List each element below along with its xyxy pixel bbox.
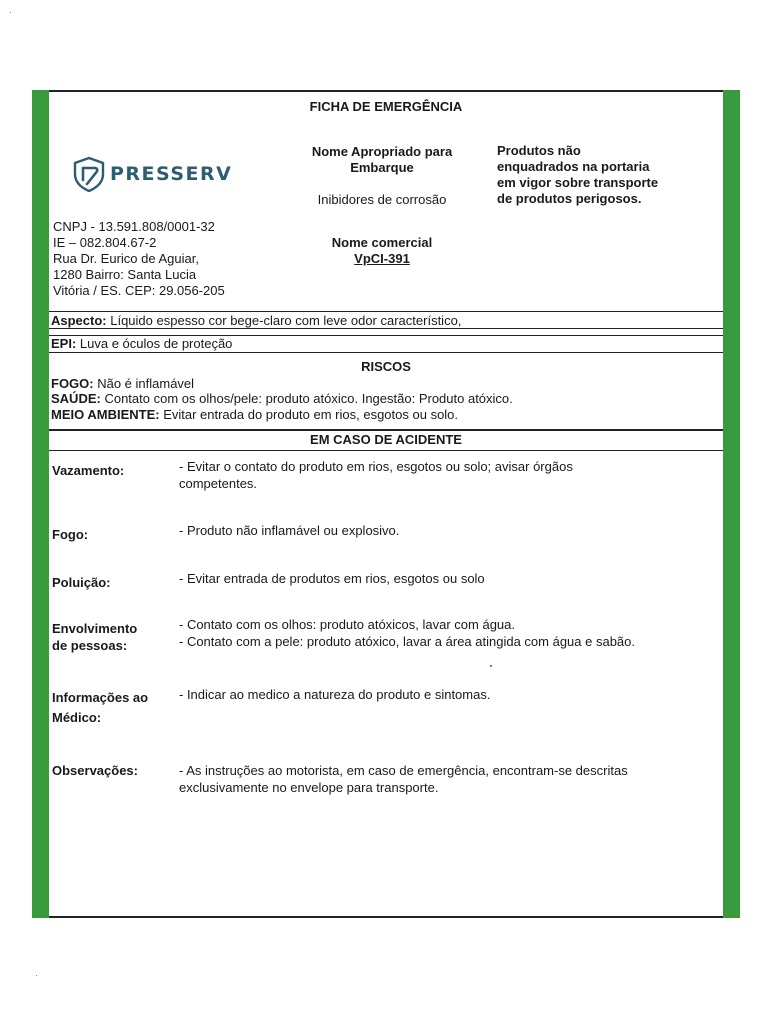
rule-header-bottom xyxy=(49,311,723,312)
aspect-label: Aspecto: xyxy=(51,313,107,328)
scan-speck xyxy=(36,975,37,976)
rule-risks-bottom xyxy=(49,429,723,431)
accident-value-pollution xyxy=(179,570,719,587)
rule-epi-bottom xyxy=(49,352,723,353)
company-district: 1280 Bairro: Santa Lucia xyxy=(53,267,197,282)
accident-label-line: Informações ao xyxy=(52,690,149,705)
bottom-rule xyxy=(49,916,723,918)
accident-label-pollution xyxy=(52,574,111,591)
accident-value-line: exclusivamente no envelope para transporte. xyxy=(179,780,439,795)
company-cnpj: CNPJ - 13.591.808/0001-32 xyxy=(53,219,215,234)
shield-icon xyxy=(72,156,106,192)
risk-label: SAÚDE: xyxy=(51,391,101,406)
classification-line: em vigor sobre transporte xyxy=(497,175,659,190)
accident-value-doctor xyxy=(179,686,719,703)
accident-value-line: competentes. xyxy=(179,476,258,491)
right-green-border xyxy=(723,90,740,918)
accident-value-line: - As instruções ao motorista, em caso de emergência, encontram-se descritas xyxy=(179,763,628,778)
accident-label-line: Envolvimento xyxy=(52,621,138,636)
accident-value-line: - Indicar ao medico a natureza do produto e sintomas. xyxy=(179,687,491,702)
document-title: FICHA DE EMERGÊNCIA xyxy=(309,99,463,114)
left-green-border xyxy=(32,90,49,918)
accident-value-line: - Contato com os olhos: produto atóxicos, lavar com água. xyxy=(179,617,516,632)
accident-label-people xyxy=(52,620,137,654)
accident-value-people xyxy=(179,616,719,650)
accident-heading: EM CASO DE ACIDENTE xyxy=(310,432,462,447)
accident-label-notes xyxy=(52,762,138,779)
scan-speck xyxy=(10,12,11,13)
risk-value: Evitar entrada do produto em rios, esgotos ou solo. xyxy=(159,407,459,422)
classification-line: enquadrados na portaria xyxy=(497,159,650,174)
accident-label-doctor xyxy=(52,688,148,728)
accident-label-line: Observações: xyxy=(52,763,138,778)
accident-value-leak xyxy=(179,458,719,492)
risk-health xyxy=(51,391,513,407)
epi-label: EPI: xyxy=(51,336,77,351)
accident-label-line: Médico: xyxy=(52,710,102,725)
epi-value: Luva e óculos de proteção xyxy=(76,336,233,351)
accident-label-line: Fogo: xyxy=(52,527,89,542)
accident-label-line: Vazamento: xyxy=(52,463,125,478)
epi-row xyxy=(51,336,232,352)
accident-value-line: - Produto não inflamável ou explosivo. xyxy=(179,523,400,538)
top-rule xyxy=(49,90,723,92)
risk-environment xyxy=(51,407,458,423)
shipping-name-value: Inibidores de corrosão xyxy=(317,192,447,207)
accident-value-line: - Contato com a pele: produto atóxico, lavar a área atingida com água e sabão. xyxy=(179,634,636,649)
accident-value-notes xyxy=(179,762,719,796)
classification-line: de produtos perigosos. xyxy=(497,191,642,206)
accident-value-fire xyxy=(179,522,719,539)
shipping-name-label-2: Embarque xyxy=(350,160,414,175)
risks-heading: RISCOS xyxy=(361,359,411,374)
aspect-row xyxy=(51,313,461,329)
company-logo xyxy=(72,156,232,192)
company-city: Vitória / ES. CEP: 29.056-205 xyxy=(53,283,225,298)
accident-value-line: - Evitar o contato do produto em rios, esgotos ou solo; avisar órgãos xyxy=(179,459,573,474)
rule-accident-heading-bottom xyxy=(49,450,723,451)
classification-line: Produtos não xyxy=(497,143,581,158)
commercial-name-label: Nome comercial xyxy=(331,235,433,250)
risk-value: Não é inflamável xyxy=(93,376,195,391)
accident-value-line: - Evitar entrada de produtos em rios, esgotos ou solo xyxy=(179,571,485,586)
risk-label: FOGO: xyxy=(51,376,94,391)
company-info xyxy=(53,219,225,299)
risk-label: MEIO AMBIENTE: xyxy=(51,407,160,422)
risk-fire xyxy=(51,376,194,392)
commercial-name-value: VpCI-391 xyxy=(354,251,410,266)
accident-label-fire xyxy=(52,526,88,543)
logo-text: PRESSERV xyxy=(110,163,233,185)
commercial-name-value-wrap xyxy=(290,251,474,267)
accident-label-leak xyxy=(52,462,124,479)
accident-label-line: Poluição: xyxy=(52,575,111,590)
company-ie: IE – 082.804.67-2 xyxy=(53,235,157,250)
shipping-name-label-1: Nome Apropriado para xyxy=(311,144,453,159)
aspect-value: Líquido espesso cor bege-claro com leve odor característico, xyxy=(106,313,462,328)
scan-speck xyxy=(490,665,492,667)
company-street: Rua Dr. Eurico de Aguiar, xyxy=(53,251,199,266)
risk-value: Contato com os olhos/pele: produto atóxico. Ingestão: Produto atóxico. xyxy=(100,391,513,406)
accident-label-line: de pessoas: xyxy=(52,638,128,653)
